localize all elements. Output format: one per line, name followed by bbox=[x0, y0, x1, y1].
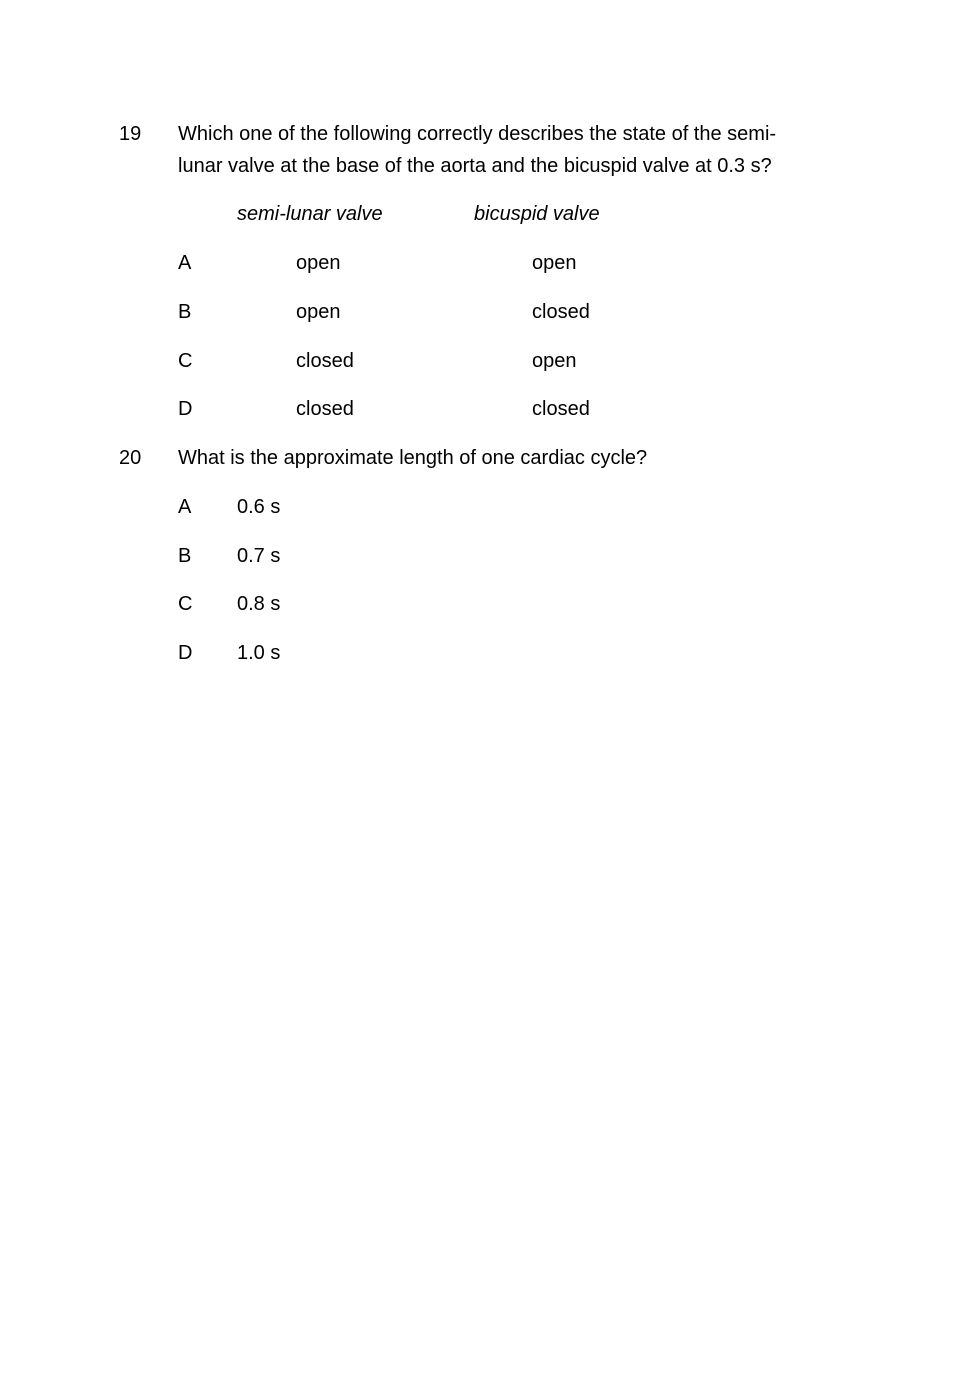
option-semilunar-state: closed bbox=[296, 398, 354, 420]
option-bicuspid-state: open bbox=[532, 252, 577, 274]
option-letter: A bbox=[178, 496, 192, 518]
option-letter: B bbox=[178, 545, 192, 567]
option-value: 0.7 s bbox=[237, 545, 281, 567]
option-value: 0.8 s bbox=[237, 593, 281, 615]
option-letter: C bbox=[178, 350, 193, 372]
option-letter: B bbox=[178, 301, 192, 323]
option-letter: A bbox=[178, 252, 192, 274]
option-letter: C bbox=[178, 593, 193, 615]
question-number: 20 bbox=[119, 447, 142, 469]
column-header-semilunar: semi-lunar valve bbox=[237, 203, 383, 225]
question-text: What is the approximate length of one cardiac cycle? bbox=[178, 447, 648, 469]
option-semilunar-state: open bbox=[296, 252, 341, 274]
question-text-line: lunar valve at the base of the aorta and the bicuspid valve at 0.3 s? bbox=[178, 155, 772, 177]
option-semilunar-state: closed bbox=[296, 350, 354, 372]
option-bicuspid-state: closed bbox=[532, 301, 590, 323]
option-bicuspid-state: open bbox=[532, 350, 577, 372]
option-bicuspid-state: closed bbox=[532, 398, 590, 420]
option-letter: D bbox=[178, 642, 193, 664]
option-letter: D bbox=[178, 398, 193, 420]
option-semilunar-state: open bbox=[296, 301, 341, 323]
question-text-line: Which one of the following correctly describes the state of the semi- bbox=[178, 123, 777, 145]
question-number: 19 bbox=[119, 123, 142, 145]
option-value: 1.0 s bbox=[237, 642, 281, 664]
column-header-bicuspid: bicuspid valve bbox=[474, 203, 600, 225]
option-value: 0.6 s bbox=[237, 496, 281, 518]
